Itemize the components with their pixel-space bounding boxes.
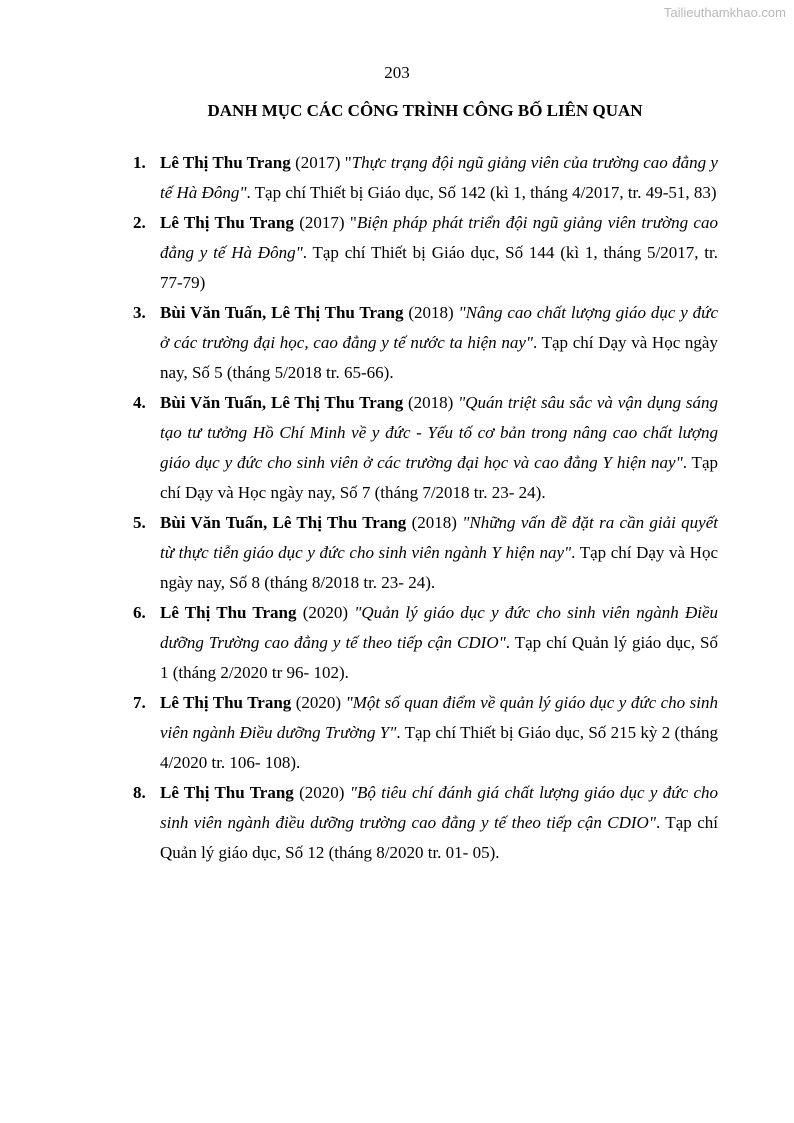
- item-authors: Lê Thị Thu Trang: [160, 783, 294, 802]
- item-authors: Lê Thị Thu Trang: [160, 693, 292, 712]
- item-year: (2018): [403, 303, 459, 322]
- item-source: . Tạp chí Dạy và Học ngày nay, Số 7 (tháng 7/2018 tr. 23- 24).: [160, 453, 718, 502]
- item-year: (2020): [293, 783, 350, 802]
- item-title: "Quán triệt sâu sắc và vận dụng sáng tạo tư tưởng Hồ Chí Minh về y đức - Yếu tố cơ bản trong nâng cao chất lượng giáo dục y đức cho sinh viên ở các trường đại học và cao đẳng Y hiện nay": [160, 393, 718, 472]
- publication-item: [133, 148, 718, 208]
- page-title: DANH MỤC CÁC CÔNG TRÌNH CÔNG BỐ LIÊN QUAN: [207, 101, 643, 120]
- page-number: 203: [384, 63, 410, 82]
- item-title: "Bộ tiêu chí đánh giá chất lượng giáo dục y đức cho sinh viên ngành điều dưỡng trường cao đẳng y tế theo tiếp cận CDIO": [160, 783, 718, 832]
- item-title: "Những vấn đề đặt ra cần giải quyết từ thực tiễn giáo dục y đức cho sinh viên ngành Y hiện nay": [160, 513, 718, 562]
- publication-item: [133, 298, 718, 388]
- publication-item: [133, 508, 718, 598]
- item-number: 2.: [133, 213, 146, 232]
- publication-item: [133, 208, 718, 298]
- item-year: (2018): [403, 393, 459, 412]
- item-source: . Tạp chí Thiết bị Giáo dục, Số 144 (kì 1, tháng 5/2017, tr. 77-79): [160, 243, 718, 292]
- item-number: 6.: [133, 603, 146, 622]
- publication-item: [133, 598, 718, 688]
- item-number: 7.: [133, 693, 146, 712]
- item-year: (2017): [293, 213, 350, 232]
- item-source: . Tạp chí Quản lý giáo dục, Số 12 (tháng 8/2020 tr. 01- 05).: [160, 813, 718, 862]
- item-open-quote: ": [344, 153, 352, 172]
- publication-item: [133, 388, 718, 508]
- item-number: 8.: [133, 783, 146, 802]
- item-number: 4.: [133, 393, 146, 412]
- item-number: 3.: [133, 303, 146, 322]
- watermark: Tailieuthamkhao.com: [663, 5, 786, 20]
- item-authors: Bùi Văn Tuấn, Lê Thị Thu Trang: [160, 303, 404, 322]
- item-number: 1.: [133, 153, 146, 172]
- item-authors: Bùi Văn Tuấn, Lê Thị Thu Trang: [160, 513, 407, 532]
- item-source: . Tạp chí Quản lý giáo dục, Số 1 (tháng 2/2020 tr 96- 102).: [160, 633, 718, 682]
- item-year: (2020): [291, 693, 346, 712]
- item-title: Thực trạng đội ngũ giảng viên của trường cao đẳng y tế Hà Đông": [160, 153, 718, 202]
- item-title: "Nâng cao chất lượng giáo dục y đức ở các trường đại học, cao đẳng y tế nước ta hiện nay": [160, 303, 718, 352]
- item-year: (2020): [296, 603, 355, 622]
- item-number: 5.: [133, 513, 146, 532]
- publication-list: [133, 148, 718, 868]
- item-source: . Tạp chí Dạy và Học ngày nay, Số 8 (tháng 8/2018 tr. 23- 24).: [160, 543, 718, 592]
- item-year: (2018): [406, 513, 463, 532]
- item-source: . Tạp chí Thiết bị Giáo dục, Số 142 (kì 1, tháng 4/2017, tr. 49-51, 83): [246, 183, 717, 202]
- publication-item: [133, 778, 718, 868]
- item-source: . Tạp chí Thiết bị Giáo dục, Số 215 kỳ 2 (tháng 4/2020 tr. 106- 108).: [160, 723, 718, 772]
- item-title: Biện pháp phát triển đội ngũ giảng viên trường cao đẳng y tế Hà Đông": [160, 213, 718, 262]
- item-authors: Lê Thị Thu Trang: [160, 153, 291, 172]
- item-year: (2017): [290, 153, 345, 172]
- item-title: "Một số quan điểm về quản lý giáo dục y đức cho sinh viên ngành Điều dưỡng Trường Y": [160, 693, 719, 742]
- item-open-quote: ": [349, 213, 357, 232]
- item-authors: Bùi Văn Tuấn, Lê Thị Thu Trang: [160, 393, 404, 412]
- item-source: . Tạp chí Dạy và Học ngày nay, Số 5 (tháng 5/2018 tr. 65-66).: [160, 333, 718, 382]
- publication-item: [133, 688, 718, 778]
- item-title: "Quản lý giáo dục y đức cho sinh viên ngành Điều dưỡng Trường cao đẳng y tế theo tiếp cận CDIO": [160, 603, 718, 652]
- item-authors: Lê Thị Thu Trang: [160, 213, 294, 232]
- item-authors: Lê Thị Thu Trang: [160, 603, 297, 622]
